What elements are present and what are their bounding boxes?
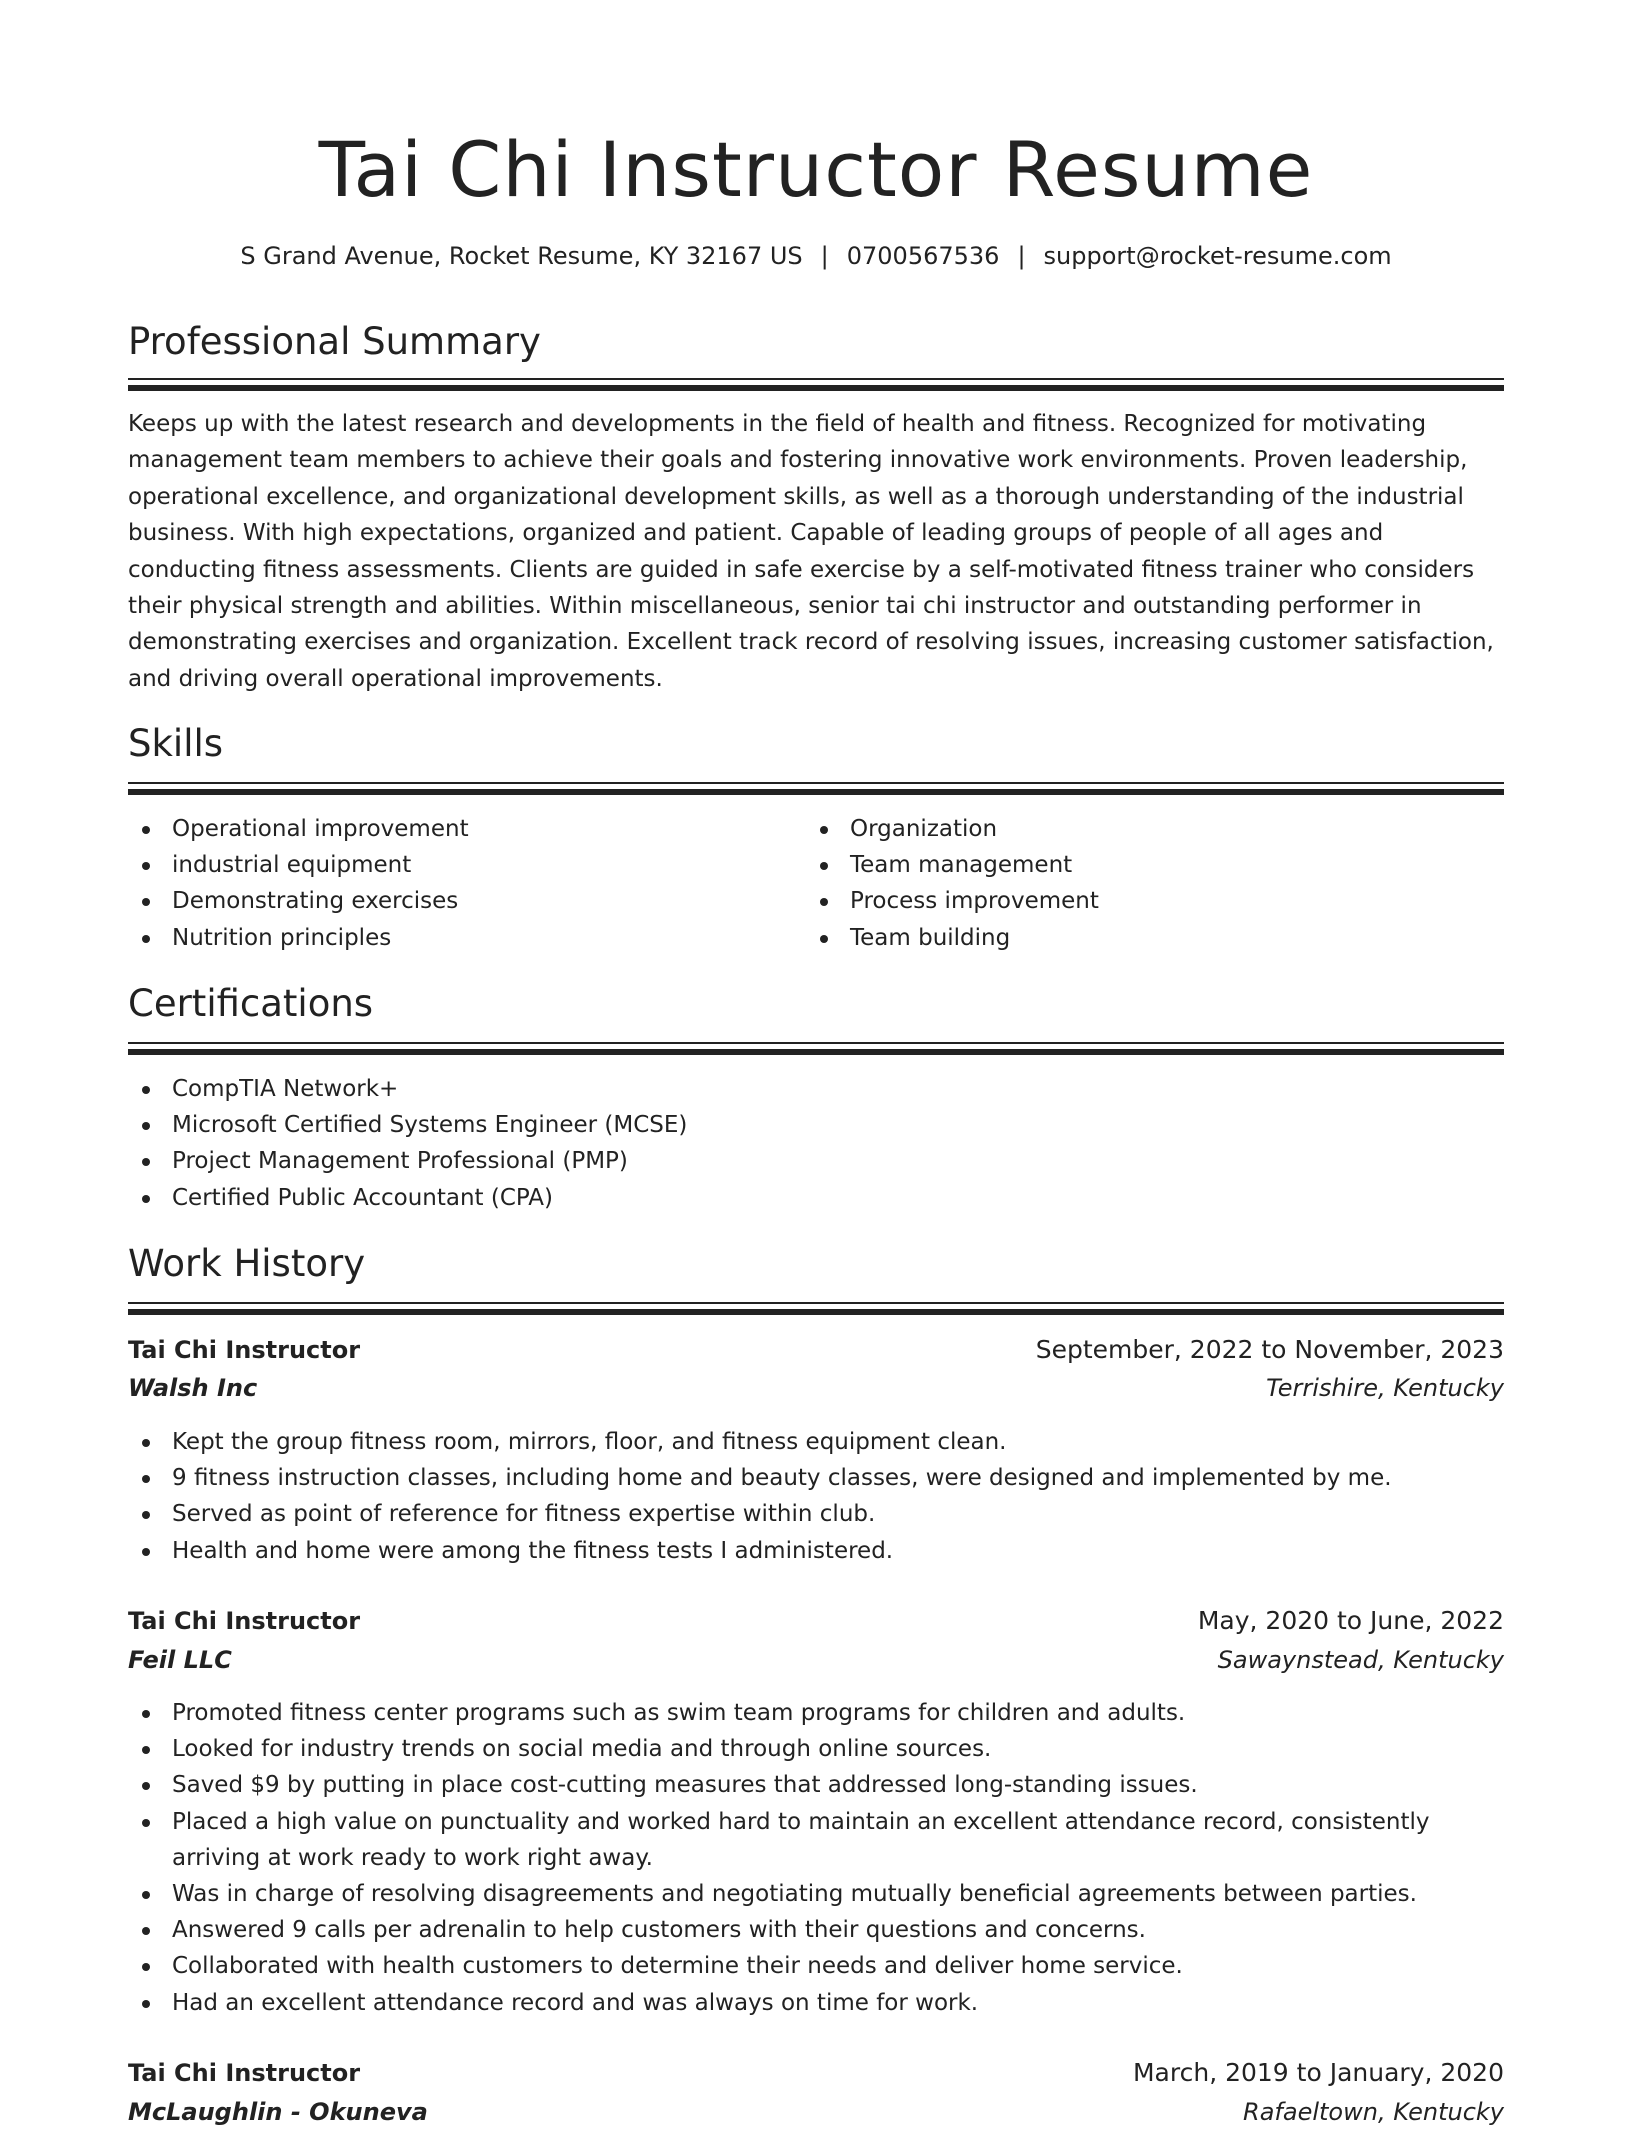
job-bullets [128, 1424, 1504, 1569]
certification-item: CompTIA Network+ [128, 1071, 1504, 1107]
bullet-icon [820, 898, 828, 906]
skills-list-right [806, 811, 1496, 956]
bullet-icon [142, 1475, 150, 1483]
job-title: Tai Chi Instructor [128, 1607, 361, 1635]
bullet-icon [142, 898, 150, 906]
job-dates: May, 2020 to June, 2022 [1197, 1606, 1504, 1635]
job-bullets [128, 1695, 1504, 2021]
job-title: Tai Chi Instructor [128, 2059, 361, 2087]
job-bullet: Placed a high value on punctuality and worked hard to maintain an excellent attendance record, consistently arriving at work ready to work right away. [128, 1804, 1504, 1876]
bullet-icon [142, 1439, 150, 1447]
job-location: Terrishire, Kentucky [1266, 1374, 1504, 1402]
bullet-icon [142, 1122, 150, 1130]
job-bullet: Saved $9 by putting in place cost-cutting measures that addressed long-standing issues. [128, 1767, 1504, 1803]
certification-item: Certified Public Accountant (CPA) [128, 1180, 1504, 1216]
skill-item: industrial equipment [128, 847, 798, 883]
bullet-icon [820, 826, 828, 834]
skill-item: Team management [806, 847, 1496, 883]
bullet-icon [820, 862, 828, 870]
contact-line [128, 238, 1504, 274]
contact-email[interactable]: support@rocket-resume.com [1043, 242, 1392, 270]
job-dates: March, 2019 to January, 2020 [1132, 2058, 1504, 2087]
bullet-icon [142, 1710, 150, 1718]
bullet-icon [142, 826, 150, 834]
job-bullet: Was in charge of resolving disagreements and negotiating mutually beneficial agreements between parties. [128, 1876, 1504, 1912]
section-divider [128, 782, 1504, 795]
bullet-icon [142, 1086, 150, 1094]
contact-address: S Grand Avenue, Rocket Resume, KY 32167 US [240, 242, 803, 270]
section-heading-summary: Professional Summary [128, 320, 541, 363]
bullet-icon [142, 1195, 150, 1203]
job-dates: September, 2022 to November, 2023 [1035, 1335, 1504, 1364]
job-bullet: Served as point of reference for fitness expertise within club. [128, 1496, 1504, 1532]
section-heading-skills: Skills [128, 722, 224, 765]
skills-list-left [128, 811, 798, 956]
bullet-icon [142, 1782, 150, 1790]
summary-text: Keeps up with the latest research and developments in the field of health and fitness. Recognized for motivating management team members to achieve their goals and fostering innovative work environments. Proven leadership, operational excellence, and organizational development skills, as well as a thorough understanding of the industrial business. With high expectations, organized and patient. Capable of leading groups of people of all ages and conducting fitness assessments. Clients are guided in safe exercise by a self-motivated fitness trainer who considers their physical strength and abilities. Within miscellaneous, senior tai chi instructor and outstanding performer in demonstrating exercises and organization. Excellent track record of resolving issues, increasing customer satisfaction, and driving overall operational improvements. [128, 411, 1494, 692]
certification-item: Microsoft Certified Systems Engineer (MCSE) [128, 1107, 1504, 1143]
bullet-icon [142, 1927, 150, 1935]
resume-title: Tai Chi Instructor Resume [318, 125, 1314, 214]
job-bullet: Looked for industry trends on social media and through online sources. [128, 1731, 1504, 1767]
bullet-icon [142, 862, 150, 870]
contact-phone: 0700567536 [846, 242, 1000, 270]
job-company: McLaughlin - Okuneva [128, 2098, 428, 2126]
section-divider [128, 378, 1504, 391]
section-heading-certifications: Certifications [128, 982, 374, 1025]
bullet-icon [142, 1548, 150, 1556]
skill-item: Nutrition principles [128, 920, 798, 956]
job-location: Sawaynstead, Kentucky [1217, 1646, 1504, 1674]
skill-item: Team building [806, 920, 1496, 956]
job-bullet: Health and home were among the fitness tests I administered. [128, 1533, 1504, 1569]
job-bullet: Answered 9 calls per adrenalin to help customers with their questions and concerns. [128, 1912, 1504, 1948]
job-bullet: Kept the group fitness room, mirrors, floor, and fitness equipment clean. [128, 1424, 1504, 1460]
job-bullet: 9 fitness instruction classes, including home and beauty classes, were designed and implemented by me. [128, 1460, 1504, 1496]
bullet-icon [142, 935, 150, 943]
bullet-icon [142, 1158, 150, 1166]
skill-item: Operational improvement [128, 811, 798, 847]
job-company: Walsh Inc [128, 1374, 258, 1402]
bullet-icon [142, 1746, 150, 1754]
bullet-icon [142, 1963, 150, 1971]
bullet-icon [820, 935, 828, 943]
certification-item: Project Management Professional (PMP) [128, 1143, 1504, 1179]
job-bullet: Collaborated with health customers to determine their needs and deliver home service. [128, 1948, 1504, 1984]
job-title: Tai Chi Instructor [128, 1336, 361, 1364]
skill-item: Demonstrating exercises [128, 883, 798, 919]
section-divider [128, 1302, 1504, 1315]
job-location: Rafaeltown, Kentucky [1243, 2098, 1504, 2126]
bullet-icon [142, 1819, 150, 1827]
contact-separator: | [1017, 242, 1026, 270]
bullet-icon [142, 1891, 150, 1899]
bullet-icon [142, 1511, 150, 1519]
section-divider [128, 1042, 1504, 1055]
job-bullet: Had an excellent attendance record and was always on time for work. [128, 1985, 1504, 2021]
job-company: Feil LLC [128, 1646, 232, 1674]
section-heading-work-history: Work History [128, 1242, 366, 1285]
contact-separator: | [820, 242, 829, 270]
skill-item: Process improvement [806, 883, 1496, 919]
job-bullet: Promoted fitness center programs such as swim team programs for children and adults. [128, 1695, 1504, 1731]
skill-item: Organization [806, 811, 1496, 847]
certifications-list [128, 1071, 1504, 1216]
bullet-icon [142, 2000, 150, 2008]
